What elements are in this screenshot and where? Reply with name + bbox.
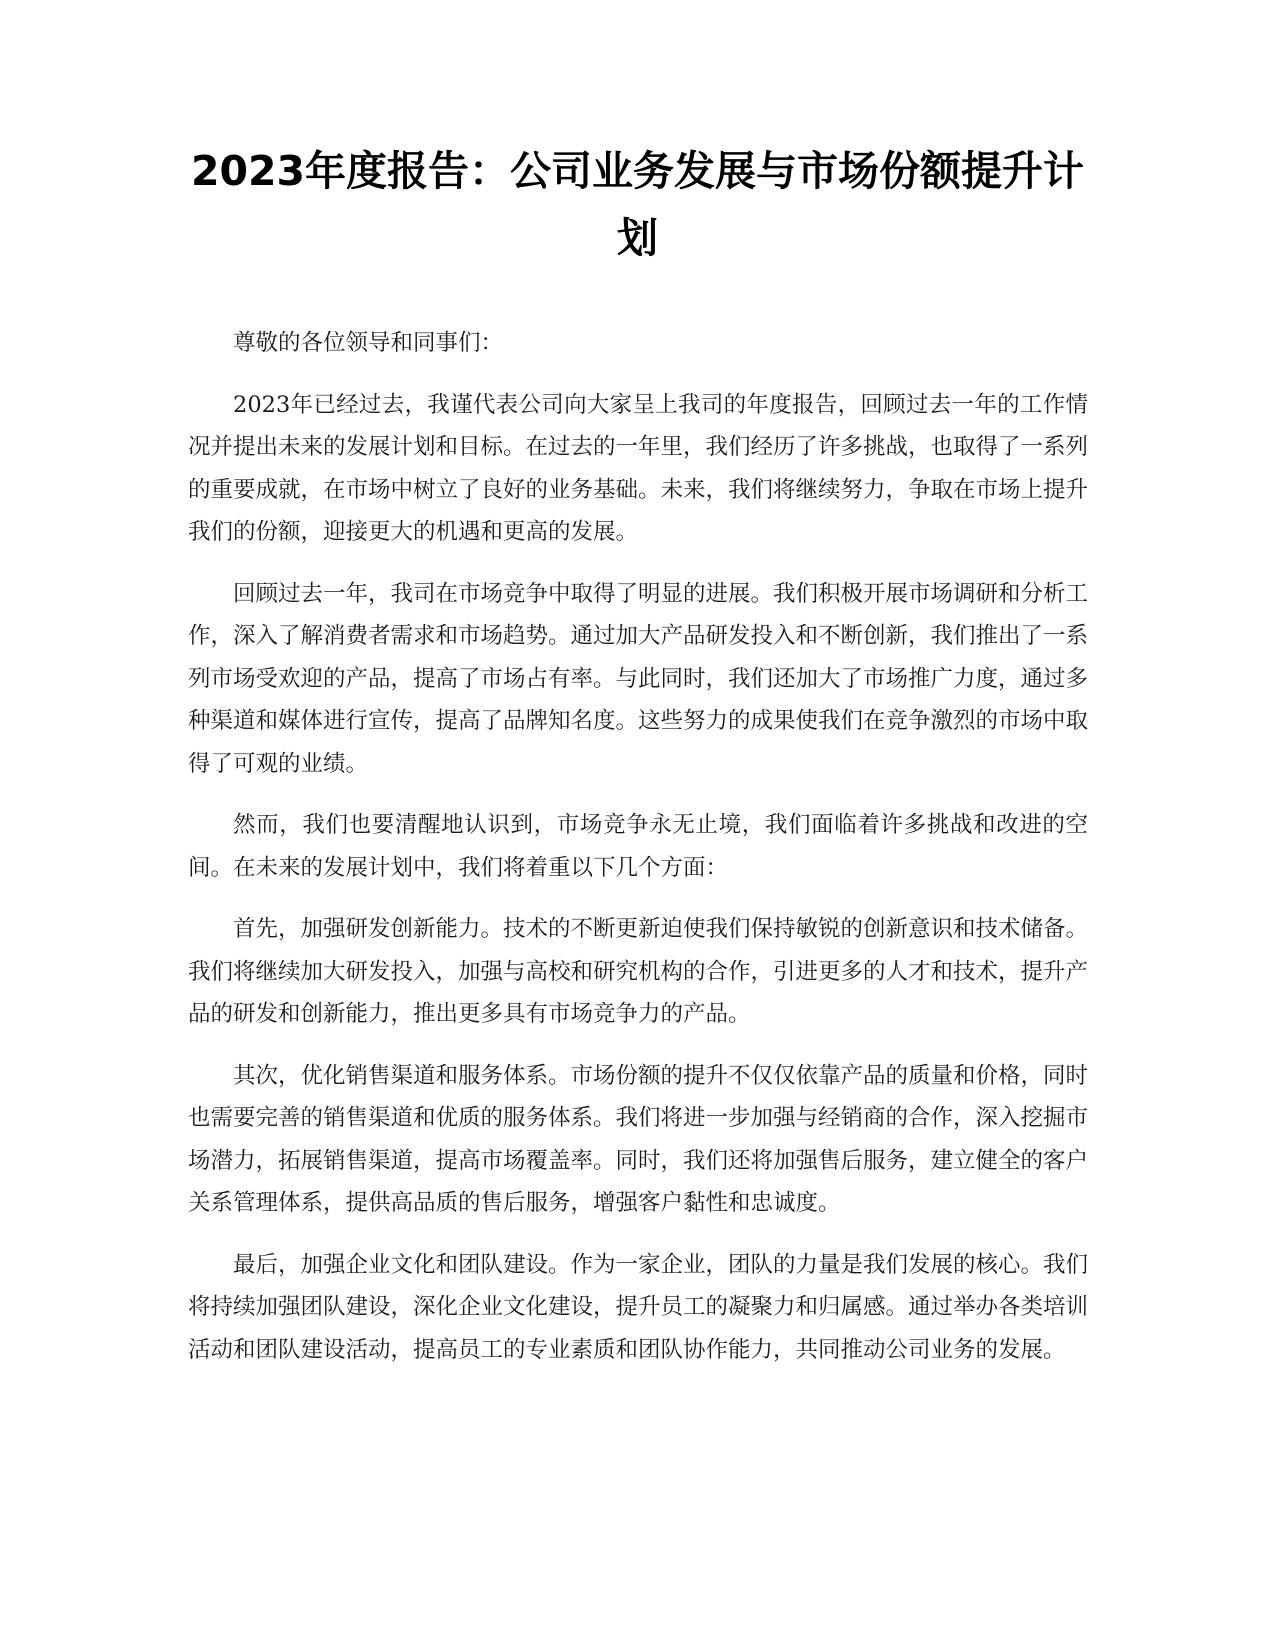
paragraph-challenges: 然而，我们也要清醒地认识到，市场竞争永无止境，我们面临着许多挑战和改进的空间。在未来的发展计划中，我们将着重以下几个方面： <box>188 812 1088 881</box>
paragraph-salutation: 尊敬的各位领导和同事们： <box>233 330 504 356</box>
paragraph-rnd: 首先，加强研发创新能力。技术的不断更新迫使我们保持敏锐的创新意识和技术储备。我们将继续加大研发投入，加强与高校和研究机构的合作，引进更多的人才和技术，提升产品的研发和创新能力，推出更多具有市场竞争力的产品。 <box>188 916 1089 1027</box>
paragraph-intro: 2023年已经过去，我谨代表公司向大家呈上我司的年度报告，回顾过去一年的工作情况并提出未来的发展计划和目标。在过去的一年里，我们经历了许多挑战，也取得了一系列的重要成就，在市场中树立了良好的业务基础。未来，我们将继续努力，争取在市场上提升我们的份额，迎接更大的机遇和更高的发展。 <box>188 391 1089 545</box>
paragraph-culture: 最后，加强企业文化和团队建设。作为一家企业，团队的力量是我们发展的核心。我们将持续加强团队建设，深化企业文化建设，提升员工的凝聚力和归属感。通过举办各类培训活动和团队建设活动，提高员工的专业素质和团队协作能力，共同推动公司业务的发展。 <box>188 1251 1089 1363</box>
document-body <box>188 322 1088 1390</box>
paragraph-review: 回顾过去一年，我司在市场竞争中取得了明显的进展。我们积极开展市场调研和分析工作，深入了解消费者需求和市场趋势。通过加大产品研发投入和不断创新，我们推出了一系列市场受欢迎的产品，提高了市场占有率。与此同时，我们还加大了市场推广力度，通过多种渠道和媒体进行宣传，提高了品牌知名度。这些努力的成果使我们在竞争激烈的市场中取得了可观的业绩。 <box>188 580 1089 777</box>
document-title: 2023年度报告：公司业务发展与市场份额提升计划 <box>190 147 1085 262</box>
paragraph-sales: 其次，优化销售渠道和服务体系。市场份额的提升不仅仅依靠产品的质量和价格，同时也需要完善的销售渠道和优质的服务体系。我们将进一步加强与经销商的合作，深入挖掘市场潜力，拓展销售渠道，提高市场覆盖率。同时，我们还将加强售后服务，建立健全的客户关系管理体系，提供高品质的售后服务，增强客户黏性和忠诚度。 <box>188 1062 1089 1216</box>
